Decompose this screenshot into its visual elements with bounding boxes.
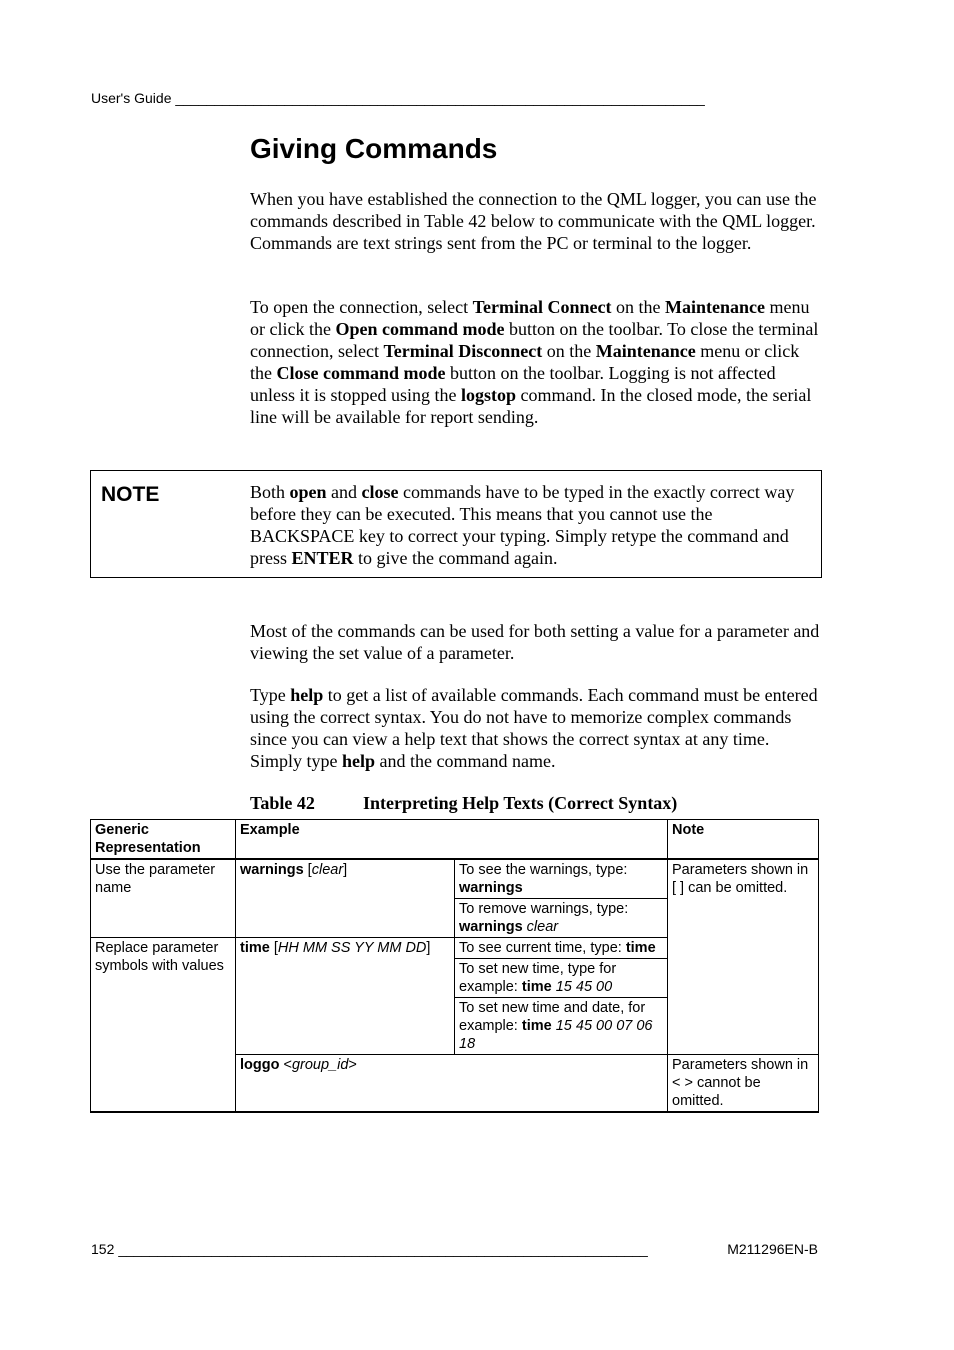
note-box — [90, 470, 822, 578]
note-label: NOTE — [101, 483, 160, 506]
header-note: Note — [668, 820, 819, 860]
section-title: Giving Commands — [250, 133, 498, 164]
table-row — [91, 859, 819, 899]
footer-rule: ____________________________________________________________________ — [118, 1241, 648, 1257]
table-caption — [250, 793, 677, 814]
running-header: User's Guide ____________________________________________________________________ — [91, 90, 705, 106]
page-number: 152 — [91, 1241, 115, 1257]
row1-example-1: To see the warnings, type: warnings — [455, 859, 668, 899]
row3-syntax: loggo <group_id> — [236, 1055, 668, 1113]
header-generic: Generic Representation — [91, 820, 236, 860]
help-syntax-table — [90, 819, 819, 1113]
row2-example-2: To set new time, type for example: time 15 45 00 — [455, 959, 668, 998]
table-title: Interpreting Help Texts (Correct Syntax) — [363, 793, 678, 813]
header-example: Example — [236, 820, 668, 860]
table-header-row — [91, 820, 819, 860]
row1-generic: Use the parameter name — [91, 859, 236, 938]
table-number: Table 42 — [250, 793, 315, 813]
row2-example-3: To set new time and date, for example: time 15 45 00 07 06 18 — [455, 998, 668, 1055]
row1-note: Parameters shown in [ ] can be omitted. — [668, 859, 819, 1055]
row1-example-2: To remove warnings, type: warnings clear — [455, 899, 668, 938]
page-footer — [91, 1241, 818, 1257]
row2-syntax: time [HH MM SS YY MM DD] — [236, 938, 455, 1055]
note-text: Both open and close commands have to be typed in the exactly correct way before they can be executed. This means that you cannot use the BACKSPACE key to correct your typing. Simply retype the command and press ENTER to give the command again. — [250, 482, 795, 568]
intro-paragraph: When you have established the connection to the QML logger, you can use the commands described in Table 42 below to communicate with the QML logger. Commands are text strings sent from the PC or terminal to the logger. — [250, 189, 817, 253]
commands-paragraph: Most of the commands can be used for both setting a value for a parameter and viewing the set value of a parameter. — [250, 621, 820, 663]
row2-example-1: To see current time, type: time — [455, 938, 668, 959]
row1-syntax: warnings [clear] — [236, 859, 455, 938]
row3-note: Parameters shown in < > cannot be omitted. — [668, 1055, 819, 1113]
row2-generic: Replace parameter symbols with values — [91, 938, 236, 1113]
connection-paragraph: To open the connection, select Terminal Connect on the Maintenance menu or click the Open command mode button on the toolbar. To close the terminal connection, select Terminal Disconnect on the Maintenance menu or click the Close command mode button on the toolbar. Logging is not affected unless it is stopped using the logstop command. In the closed mode, the serial line will be available for report sending. — [250, 297, 819, 427]
help-paragraph: Type help to get a list of available commands. Each command must be entered using the correct syntax. You do not have to memorize complex commands since you can view a help text that shows the correct syntax at any time. Simply type help and the command name. — [250, 685, 818, 771]
document-code: M211296EN-B — [727, 1241, 818, 1257]
